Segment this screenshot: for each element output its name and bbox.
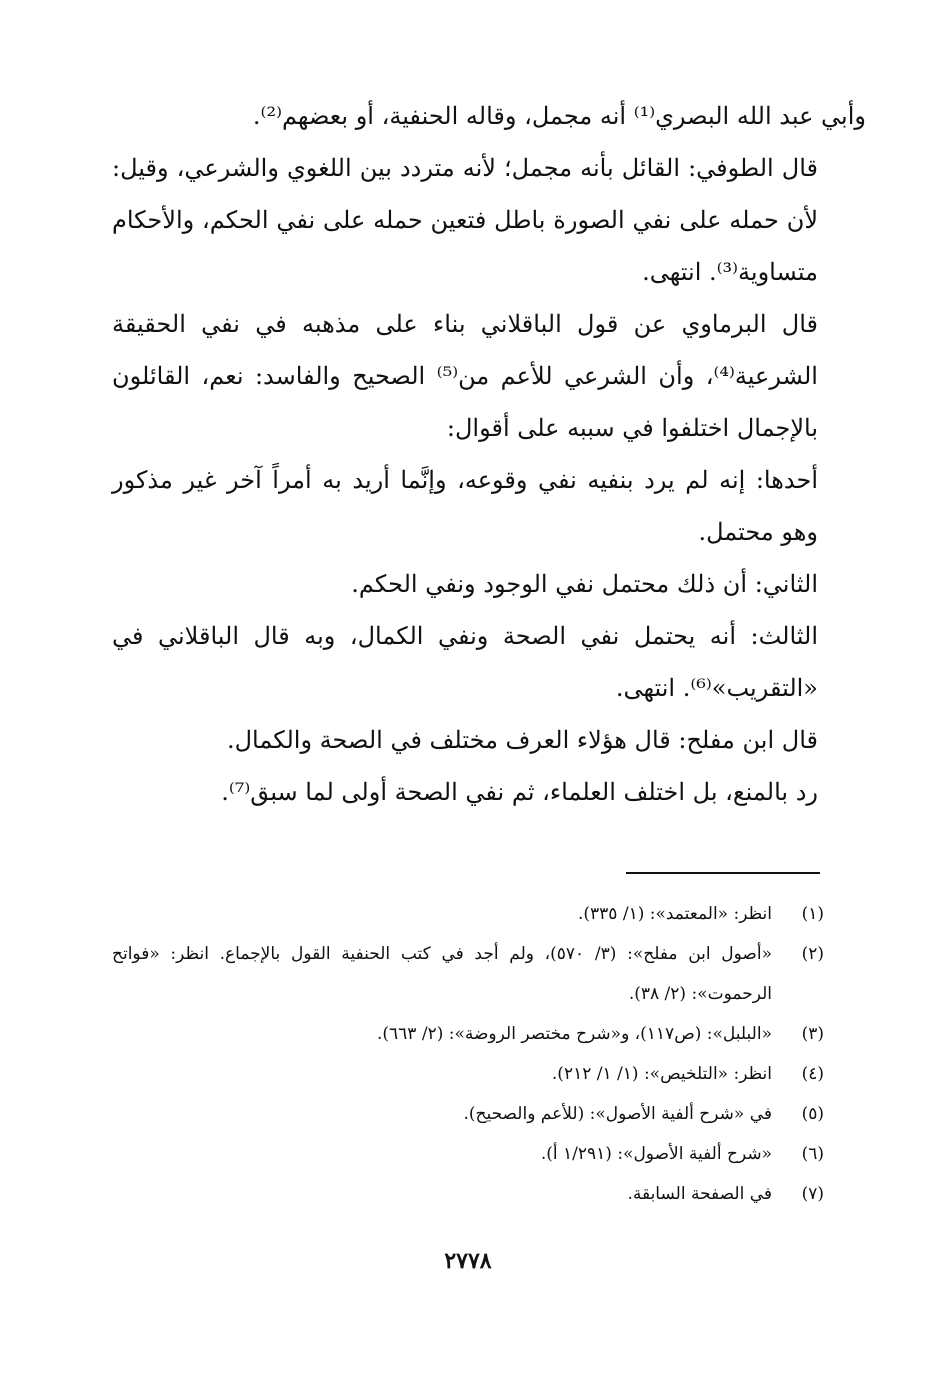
paragraph-4: أحدها: إنه لم يرد بنفيه نفي وقوعه، وإنَّما أريد به أمراً آخر غير مذكور وهو محتمل. <box>112 466 818 546</box>
paragraph-6: الثالث: أنه يحتمل نفي الصحة ونفي الكمال، وبه قال الباقلاني في «التقريب»⁽⁶⁾. انتهى. <box>112 622 818 702</box>
footnote-text: في «شرح ألفية الأصول»: (للأعم والصحيح). <box>463 1104 772 1124</box>
footnote-text: «البلبل»: (ص١١٧)، و«شرح مختصر الروضة»: (٢/ ٦٦٣). <box>376 1024 772 1044</box>
footnote-6 <box>112 1134 824 1174</box>
footnote-number: (٢) <box>801 944 824 964</box>
footnote-number: (٥) <box>801 1104 824 1124</box>
footnote-separator <box>626 872 820 874</box>
paragraph-8: رد بالمنع، بل اختلف العلماء، ثم نفي الصحة أولى لما سبق⁽⁷⁾. <box>221 778 818 806</box>
footnote-text: في الصفحة السابقة. <box>627 1184 772 1204</box>
footnote-text: «أصول ابن مفلح»: (٣/ ٥٧٠)، ولم أجد في كتب الحنفية القول بالإجماع. انظر: «فواتح الرحموت»: (٢/ ٣٨). <box>112 944 772 1004</box>
main-text <box>112 90 866 818</box>
footnote-4 <box>112 1054 824 1094</box>
footnote-number: (٣) <box>801 1024 824 1044</box>
paragraph-7: قال ابن مفلح: قال هؤلاء العرف مختلف في الصحة والكمال. <box>226 726 818 754</box>
footnote-text: انظر: «التلخيص»: (١/ ١/ ٢١٢). <box>551 1064 772 1084</box>
footnotes <box>112 894 824 1214</box>
footnote-5 <box>112 1094 824 1134</box>
page-number: ٢٧٧٨ <box>444 1248 492 1274</box>
paragraph-5: الثاني: أن ذلك محتمل نفي الوجود ونفي الحكم. <box>351 570 818 598</box>
footnote-7 <box>112 1174 824 1214</box>
footnote-number: (٦) <box>801 1144 824 1164</box>
footnote-2 <box>112 934 824 1014</box>
paragraph-3: قال البرماوي عن قول الباقلاني بناء على مذهبه في نفي الحقيقة الشرعية⁽⁴⁾، وأن الشرعي للأعم من⁽⁵⁾ الصحيح والفاسد: نعم، القائلون بالإجمال اختلفوا في سببه على أقوال: <box>112 310 818 442</box>
footnote-text: انظر: «المعتمد»: (١/ ٣٣٥). <box>577 904 772 924</box>
footnote-number: (١) <box>801 904 824 924</box>
footnote-3 <box>112 1014 824 1054</box>
paragraph-2: قال الطوفي: القائل بأنه مجمل؛ لأنه متردد بين اللغوي والشرعي، وقيل: لأن حمله على نفي الصورة باطل فتعين حمله على نفي الحكم، والأحكام متساوية⁽³⁾. انتهى. <box>112 154 819 286</box>
footnote-1 <box>112 894 824 934</box>
footnote-text: «شرح ألفية الأصول»: (١/٢٩١ أ). <box>540 1144 772 1164</box>
footnote-number: (٧) <box>801 1184 824 1204</box>
paragraph-1: وأبي عبد الله البصري⁽¹⁾ أنه مجمل، وقاله الحنفية، أو بعضهم⁽²⁾. <box>252 102 866 130</box>
footnote-number: (٤) <box>801 1064 824 1084</box>
